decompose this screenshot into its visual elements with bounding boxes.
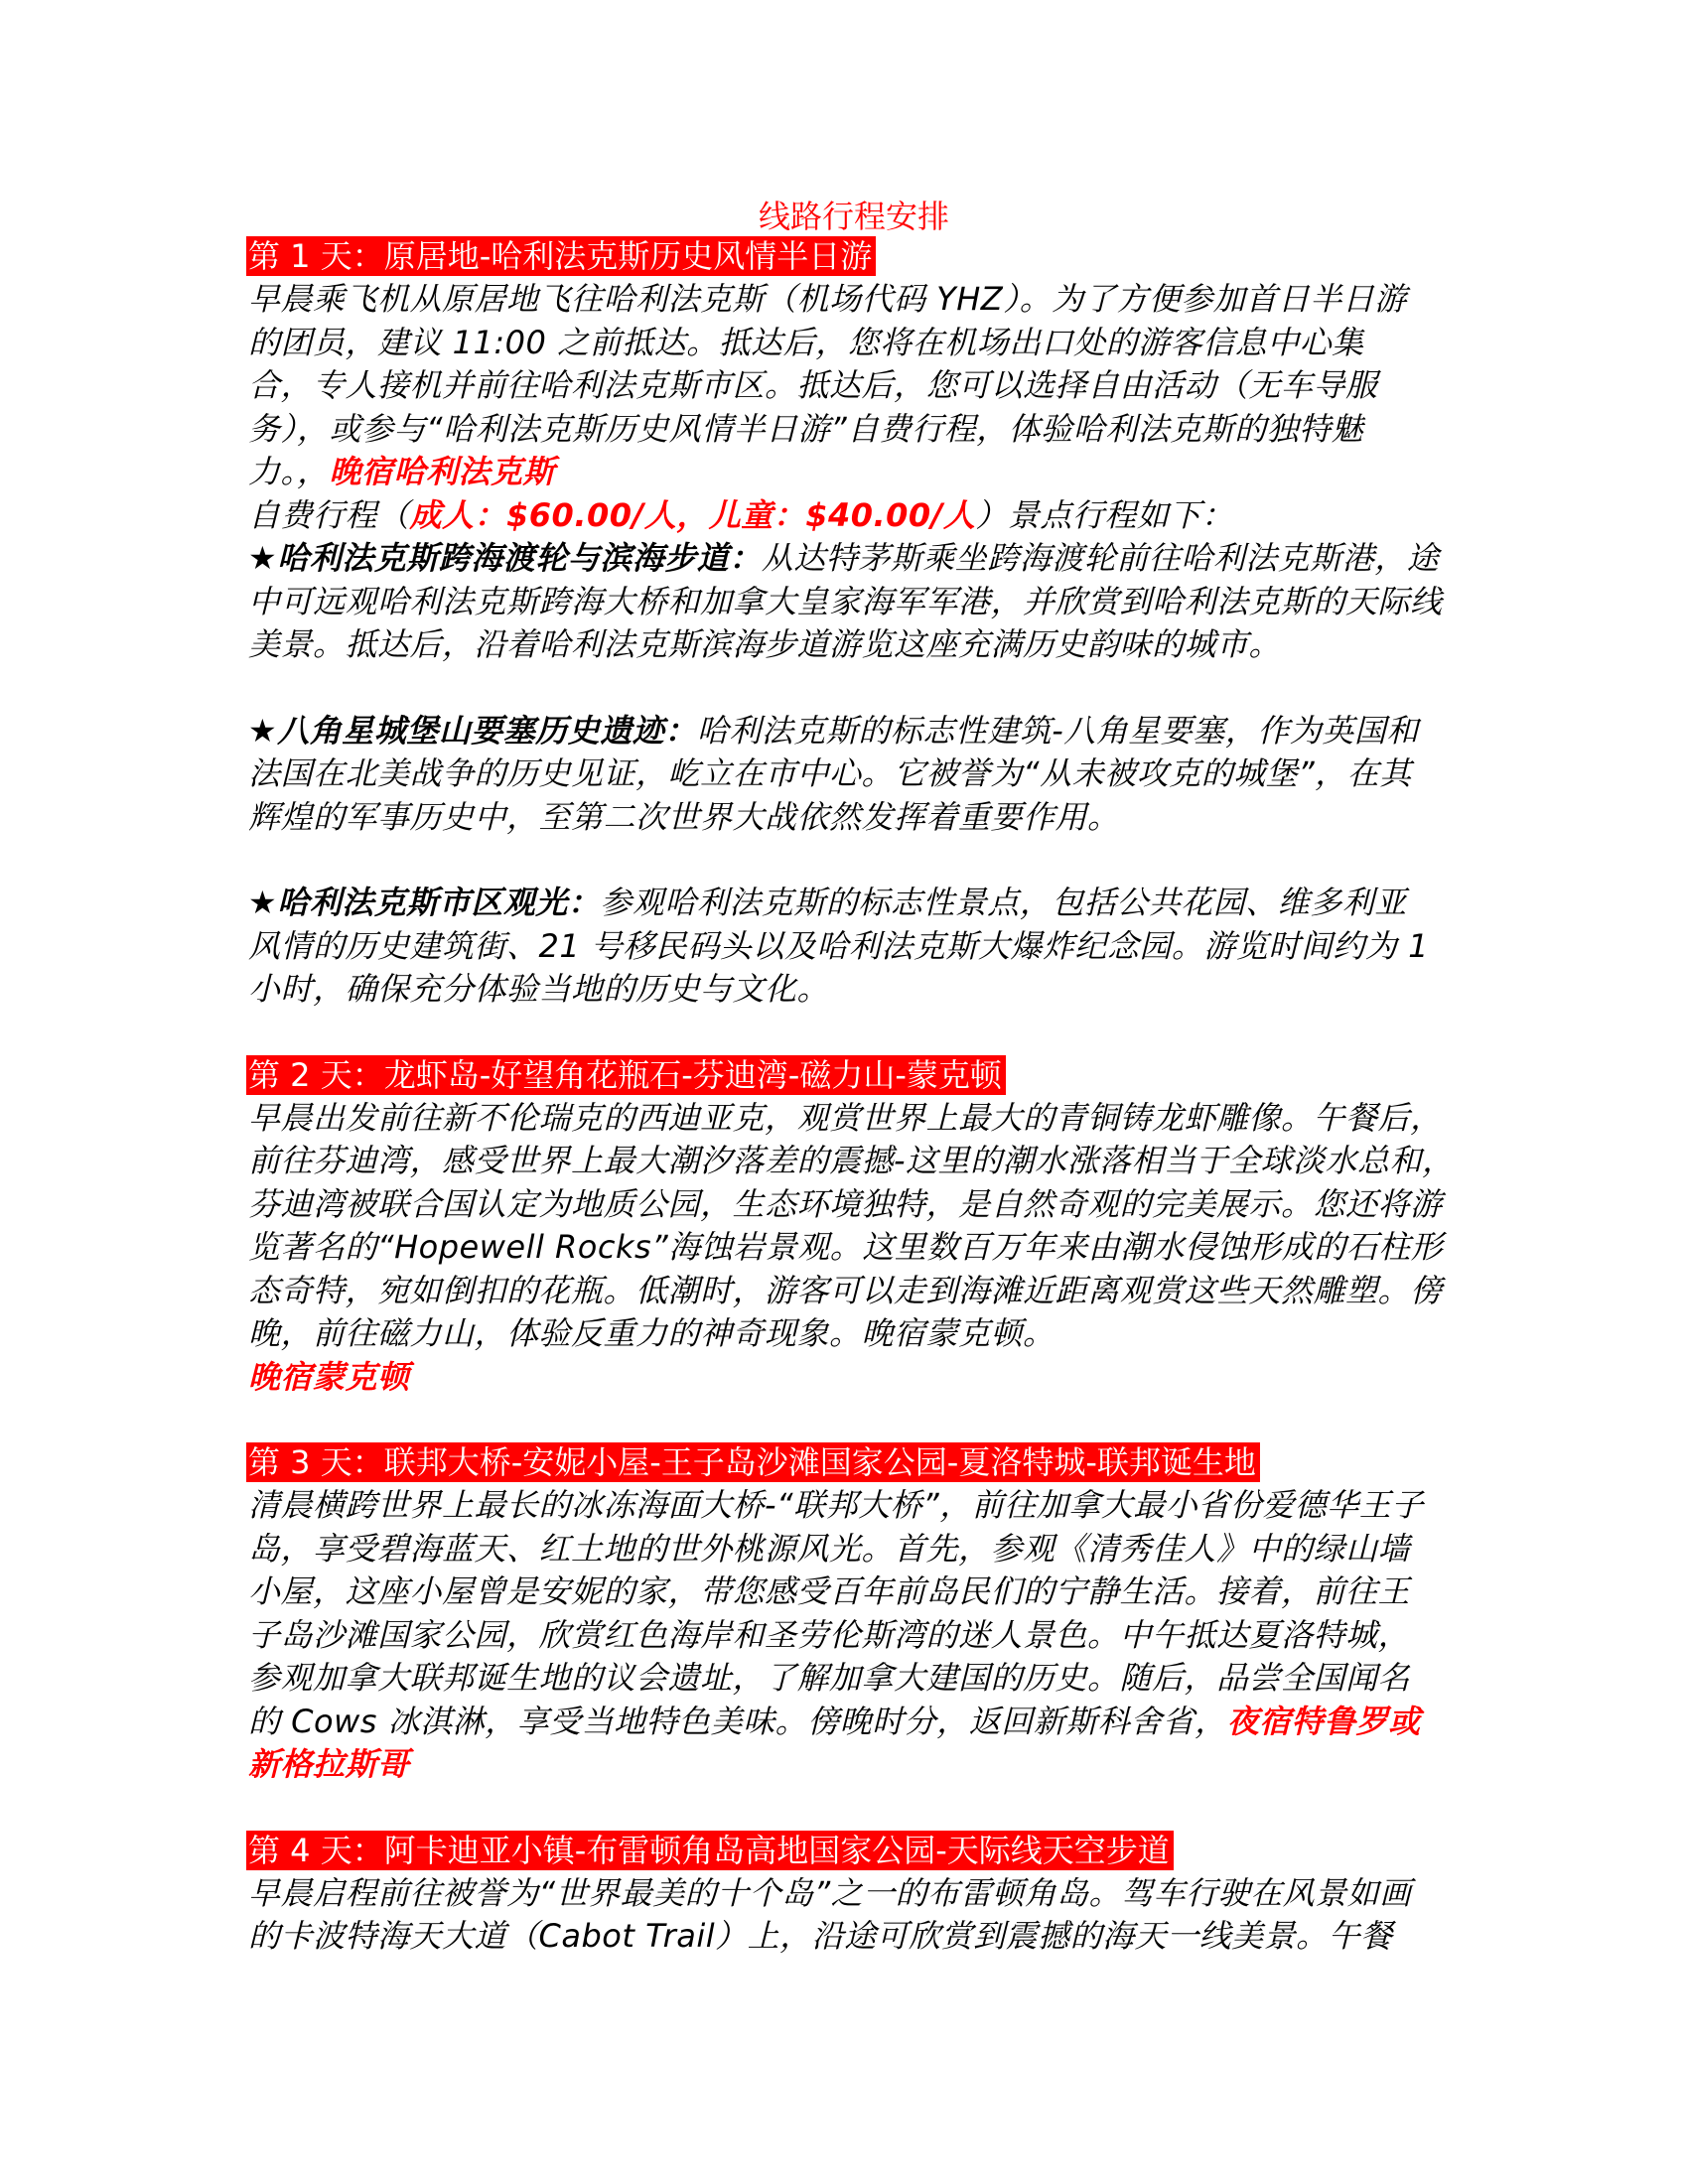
day-1-intro: [248, 278, 1410, 494]
day-3-header: 第 3 天：联邦大桥-安妮小屋-王子岛沙滩国家公园-夏洛特城-联邦诞生地: [246, 1442, 1260, 1482]
day-3-body: [248, 1484, 1430, 1787]
day-1-header: 第 1 天：原居地-哈利法克斯历史风情半日游: [246, 236, 876, 276]
spacer: [248, 1399, 1460, 1442]
day-1-item-text: 哈利法克斯的标志性建筑-八角星要塞，作为英国和法国在北美战争的历史见证，屹立在市中心。它被誉为“从未被攻克的城堡”，在其辉煌的军事历史中，至第二次世界大战依然发挥着重要作用。: [248, 711, 1419, 836]
day-2-header: 第 2 天：龙虾岛-好望角花瓶石-芬迪湾-磁力山-蒙克顿: [246, 1055, 1006, 1095]
day-1-fee-suffix: ）景点行程如下：: [975, 495, 1234, 534]
day-1-item-title: ★八角星城堡山要塞历史遗迹：: [248, 711, 697, 750]
day-3-stay: 夜宿特鲁罗或新格拉斯哥: [248, 1702, 1421, 1783]
day-1-item-text: 从达特茅斯乘坐跨海渡轮前往哈利法克斯港，途中可远观哈利法克斯跨海大桥和加拿大皇家海军军港，并欣赏到哈利法克斯的天际线美景。抵达后，沿着哈利法克斯滨海步道游览这座充满历史韵味的城市。: [248, 539, 1443, 663]
day-2-section: [248, 1055, 1460, 1400]
page-title: 线路行程安排: [758, 198, 949, 235]
day-4-text: 早晨启程前往被誉为“世界最美的十个岛”之一的布雷顿角岛。驾车行驶在风景如画的卡波特海天大道（Cabot Trail）上，沿途可欣赏到震撼的海天一线美景。午餐: [248, 1873, 1412, 1955]
day-2-text: 早晨出发前往新不伦瑞克的西迪亚克，观赏世界上最大的青铜铸龙虾雕像。午餐后，前往芬迪湾，感受世界上最大潮汐落差的震撼-这里的潮水涨落相当于全球淡水总和，芬迪湾被联合国认定为地质公园，生态环境独特，是自然奇观的完美展示。您还将游览著名的“Hopewell Rocks”海蚀岩景观。这里数百万年来由潮水侵蚀形成的石柱形态奇特，宛如倒扣的花瓶。低潮时，游客可以走到海滩近距离观赏这些天然雕塑。傍晚，前往磁力山，体验反重力的神奇现象。晚宿蒙克顿。: [248, 1098, 1455, 1352]
day-2-stay: 晚宿蒙克顿: [248, 1357, 410, 1396]
spacer: [248, 1787, 1460, 1831]
spacer: [248, 1012, 1460, 1055]
day-1-item-title: ★哈利法克斯跨海渡轮与滨海步道：: [248, 539, 762, 577]
day-3-text: 清晨横跨世界上最长的冰冻海面大桥-“联邦大桥”，前往加拿大最小省份爱德华王子岛，享受碧海蓝天、红土地的世外桃源风光。首先，参观《清秀佳人》中的绿山墙小屋，这座小屋曾是安妮的家，带您感受百年前岛民们的宁静生活。接着，前往王子岛沙滩国家公园，欣赏红色海岸和圣劳伦斯湾的迷人景色。中午抵达夏洛特城，参观加拿大联邦诞生地的议会遗址，了解加拿大建国的历史。随后，品尝全国闻名的 Cows 冰淇淋，享受当地特色美味。傍晚时分，返回新斯科舍省，: [248, 1486, 1424, 1740]
day-3-section: [248, 1442, 1460, 1787]
spacer: [248, 839, 1460, 882]
day-1-section: [248, 236, 1460, 1012]
spacer: [248, 667, 1460, 710]
day-4-header: 第 4 天：阿卡迪亚小镇-布雷顿角岛高地国家公园-天际线天空步道: [246, 1831, 1174, 1870]
day-1-item-title: ★哈利法克斯市区观光：: [248, 884, 601, 921]
day-4-section: [248, 1831, 1460, 1959]
day-1-item: [248, 882, 1430, 1012]
day-1-fee-line: [248, 494, 1460, 538]
day-1-item: [248, 537, 1450, 667]
day-1-item-text: 参观哈利法克斯的标志性景点，包括公共花园、维多利亚风情的历史建筑街、21 号移民码头以及哈利法克斯大爆炸纪念园。游览时间约为 1 小时，确保充分体验当地的历史与文化。: [248, 884, 1429, 1008]
day-1-item: [248, 710, 1430, 840]
day-1-stay: 晚宿哈利法克斯: [329, 453, 556, 490]
day-1-intro-text: 早晨乘飞机从原居地飞往哈利法克斯（机场代码 YHZ）。为了方便参加首日半日游的团员，建议 11:00 之前抵达。抵达后，您将在机场出口处的游客信息中心集合，专人接机并前往哈利法克斯市区。抵达后，您可以选择自由活动（无车导服务），或参与“哈利法克斯历史风情半日游”自费行程，体验哈利法克斯的独特魅力。，: [248, 280, 1407, 490]
day-1-fee-prefix: 自费行程（: [248, 495, 410, 534]
day-1-fee-price: 成人：$60.00/人，儿童：$40.00/人: [409, 495, 976, 534]
document-body: [248, 197, 1460, 1959]
